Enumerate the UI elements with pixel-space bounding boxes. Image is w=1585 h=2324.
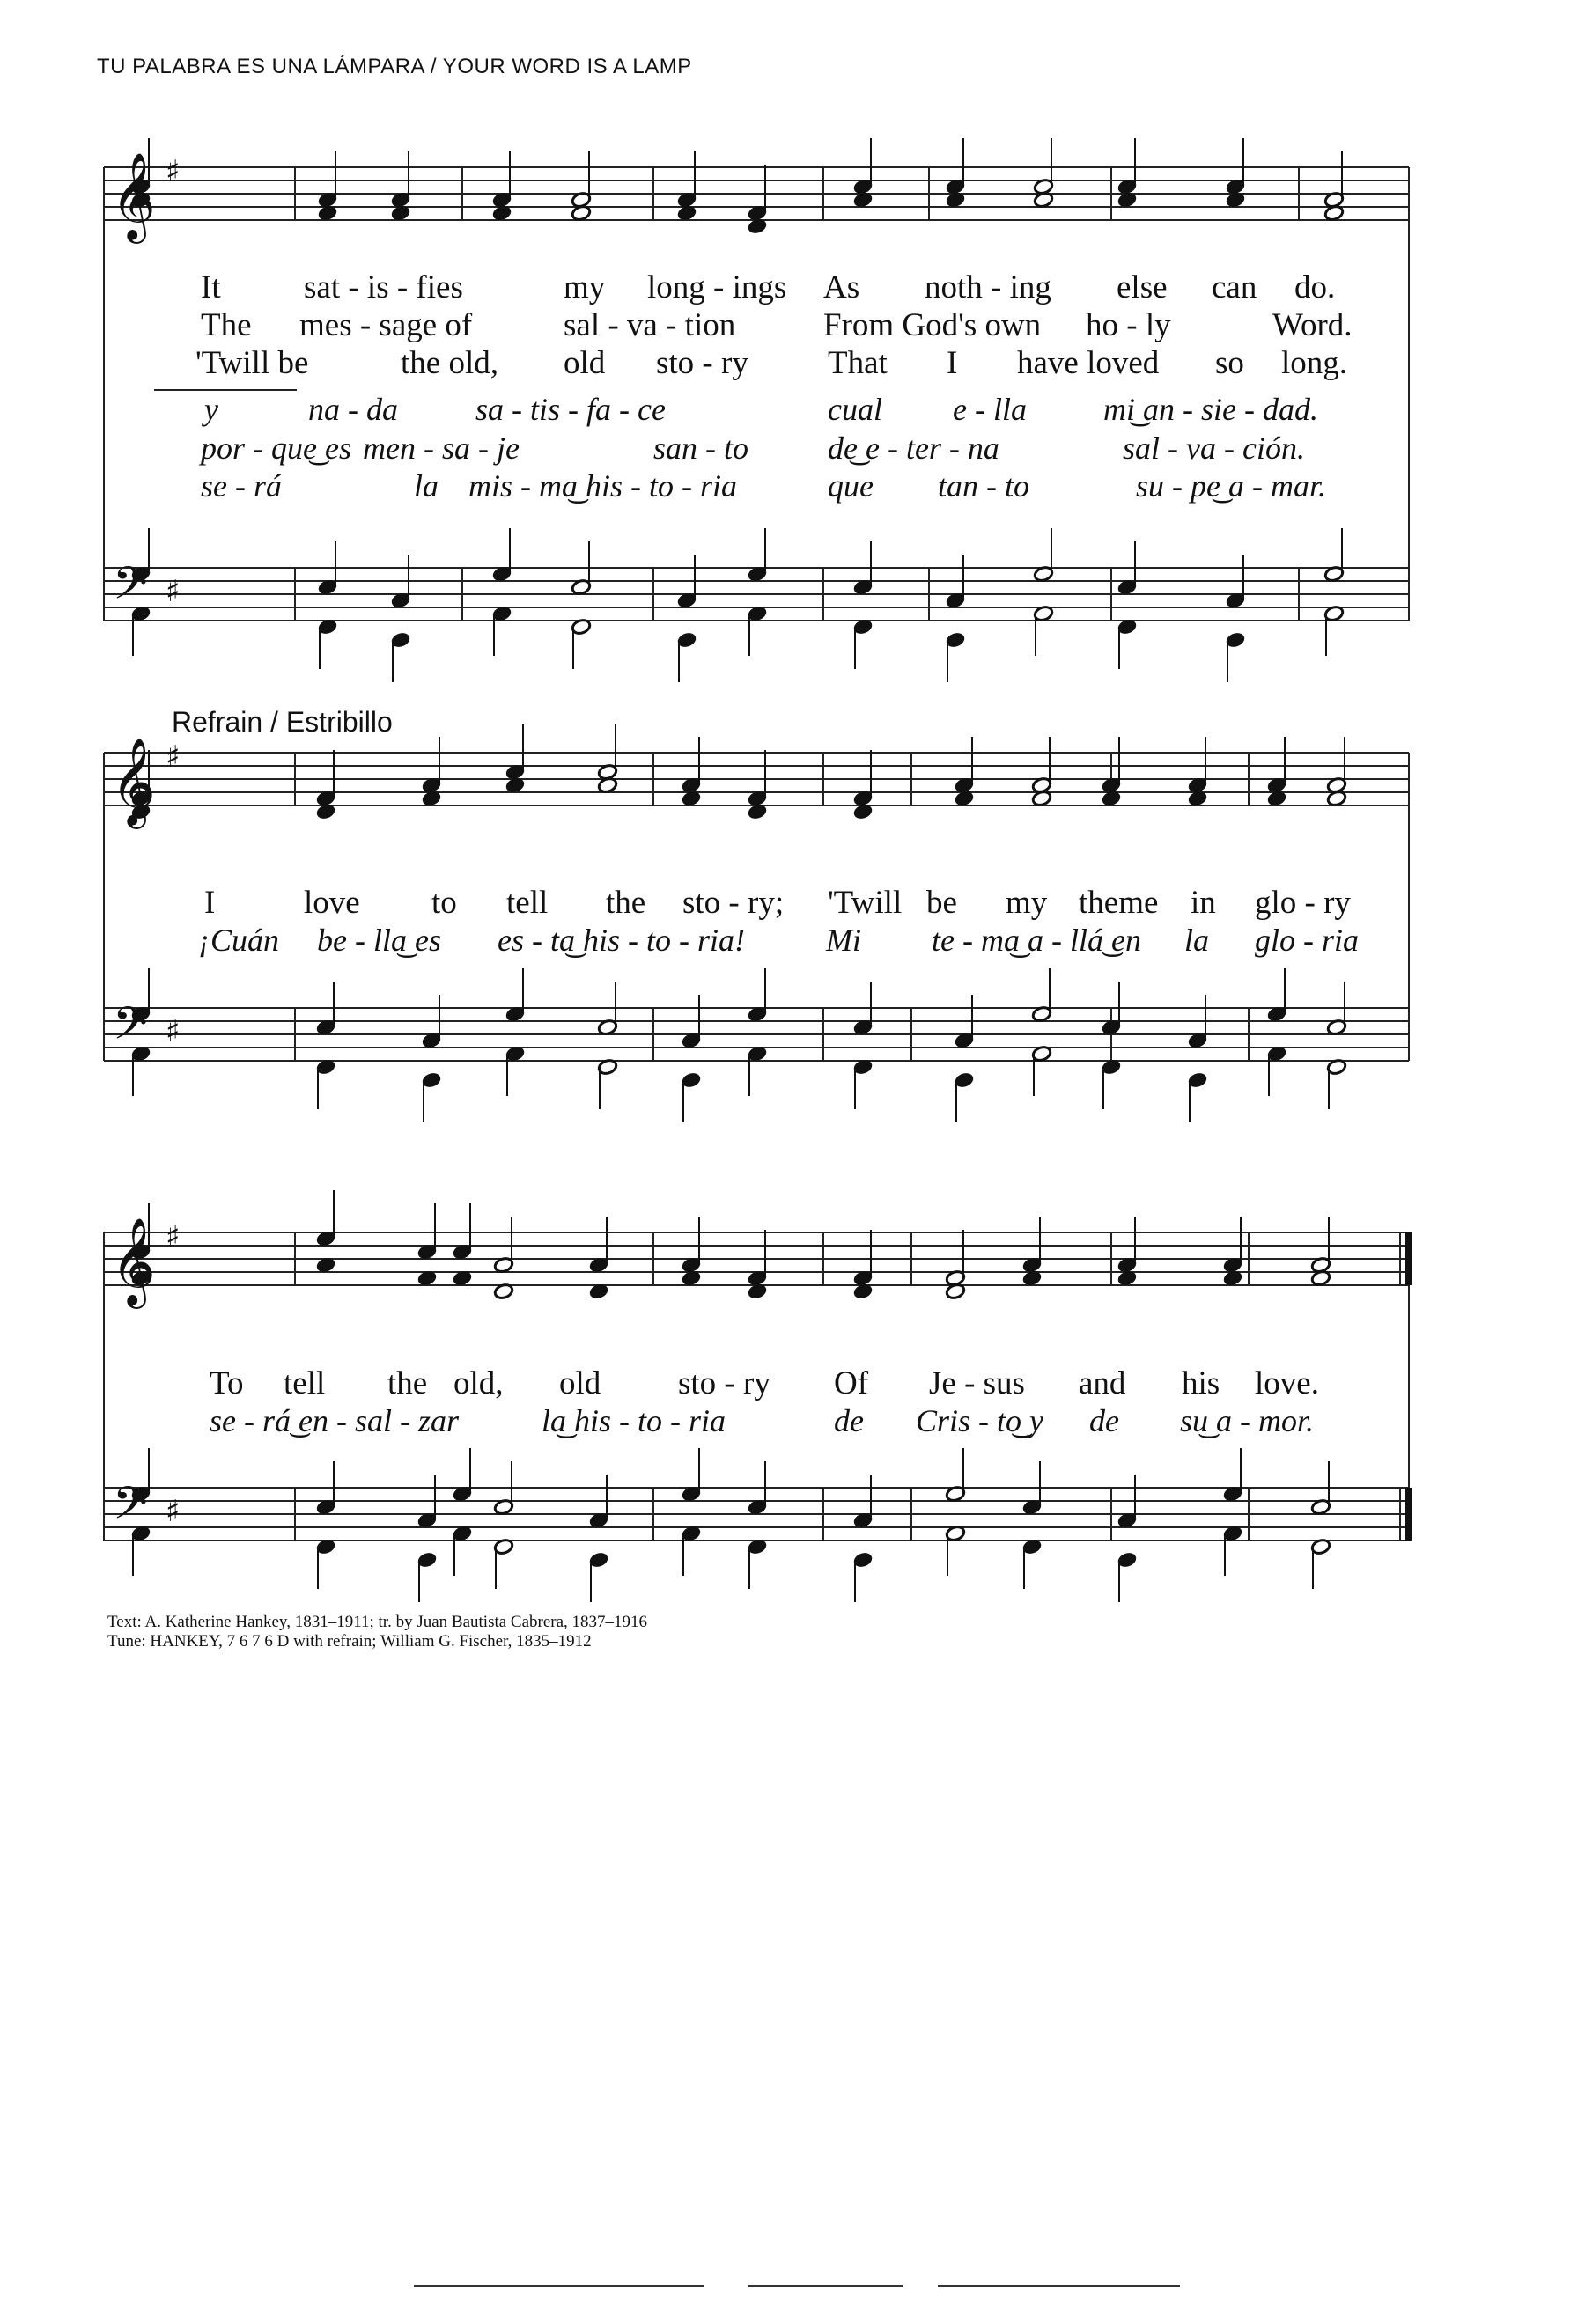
footer-rule <box>748 2285 903 2287</box>
lyric: old <box>559 1365 601 1401</box>
lyric: glo - ry <box>1255 885 1351 921</box>
lyric: se - rá <box>201 468 282 504</box>
lyric: sal - va - tion <box>564 307 736 343</box>
svg-text:𝄞: 𝄞 <box>111 1217 156 1305</box>
lyric: long - ings <box>647 269 787 305</box>
lyric: san - to <box>653 430 748 466</box>
lyric: sto - ry <box>656 345 748 381</box>
lyric: Je - sus <box>929 1365 1025 1401</box>
lyric: love. <box>1255 1365 1319 1401</box>
refrain-english <box>0 884 1585 923</box>
lyric: the <box>606 885 646 921</box>
lyric: su - pe͜ a - mar. <box>1136 468 1326 504</box>
lyric: As <box>823 269 860 305</box>
lyric: It <box>201 269 221 305</box>
lyric: my <box>564 269 606 305</box>
lyric: Of <box>834 1365 869 1401</box>
lyric: sto - ry; <box>682 885 785 921</box>
lyric: sto - ry <box>678 1365 770 1401</box>
verse-1-spanish <box>0 391 1585 430</box>
footer-rule <box>938 2285 1180 2287</box>
lyric: cual <box>828 392 882 427</box>
lyric: te - ma͜ a - llá͜ en <box>932 923 1141 958</box>
lyric: the <box>387 1365 428 1401</box>
lyric: I <box>947 345 958 381</box>
lyric: in <box>1191 885 1216 921</box>
lyric: por - que͜ es <box>201 430 351 466</box>
lyric: tell <box>506 885 549 921</box>
lyric: From God's own <box>823 307 1042 343</box>
lyric: Word. <box>1272 307 1353 343</box>
lyric: old <box>564 345 606 381</box>
lyric: de͜ e - ter - na <box>828 430 999 466</box>
lyric: The <box>201 307 252 343</box>
svg-text:𝄞: 𝄞 <box>111 152 156 240</box>
footer-rule <box>414 2285 704 2287</box>
lyric: theme <box>1079 885 1159 921</box>
lyric: na - da <box>308 392 398 427</box>
lyric: de <box>1089 1403 1119 1438</box>
lyric: mis - ma͜ his - to - ria <box>468 468 737 504</box>
lyric: the old, <box>401 345 498 381</box>
svg-text:♯: ♯ <box>166 154 181 189</box>
page-header: TU PALABRA ES UNA LÁMPARA / YOUR WORD IS A LAMP <box>97 55 692 78</box>
tune-credit: Tune: HANKEY, 7 6 7 6 D with refrain; William G. Fischer, 1835–1912 <box>107 1632 592 1651</box>
lyric: mes - sage of <box>299 307 473 343</box>
lyric: else <box>1117 269 1168 305</box>
lyric: men - sa - je <box>363 430 520 466</box>
lyric: glo - ria <box>1255 923 1360 958</box>
lyric: ¡Cuán <box>198 923 280 958</box>
lyric: his <box>1182 1365 1220 1401</box>
svg-text:♯: ♯ <box>166 739 181 775</box>
lyric: be <box>926 885 957 921</box>
lyric: es - ta͜ his - to - ria! <box>498 923 745 958</box>
final-spanish <box>0 1402 1585 1441</box>
lyric: love <box>304 885 360 921</box>
lyric: long. <box>1281 345 1348 381</box>
final-english <box>0 1364 1585 1403</box>
lyric: tan - to <box>938 468 1029 504</box>
lyric: ho - ly <box>1086 307 1171 343</box>
lyric: y <box>204 392 218 427</box>
lyric: noth - ing <box>925 269 1051 305</box>
lyric: to <box>431 885 457 921</box>
lyric: la <box>414 468 439 504</box>
svg-text:♯: ♯ <box>166 1014 181 1049</box>
lyric: 'Twill be <box>195 345 309 381</box>
svg-text:𝄞: 𝄞 <box>111 738 156 826</box>
lyric: be - lla͜ es <box>317 923 441 958</box>
lyric: e - lla <box>953 392 1027 427</box>
lyric: la͜ his - to - ria <box>542 1403 726 1438</box>
lyric: That <box>828 345 888 381</box>
svg-text:𝄢: 𝄢 <box>113 1476 148 1541</box>
lyric: Mi <box>826 923 861 958</box>
svg-text:𝄢: 𝄢 <box>113 997 148 1061</box>
refrain-label: Refrain / Estribillo <box>172 706 393 738</box>
lyric: my <box>1006 885 1048 921</box>
lyric: su͜ a - mor. <box>1180 1403 1315 1438</box>
lyric: sal - va - ción. <box>1123 430 1305 466</box>
verse-3-spanish <box>0 467 1585 506</box>
lyric: so <box>1215 345 1244 381</box>
lyric: Cris - to͜ y <box>916 1403 1044 1438</box>
text-credit: Text: A. Katherine Hankey, 1831–1911; tr. by Juan Bautista Cabrera, 1837–1916 <box>107 1613 648 1631</box>
svg-text:♯: ♯ <box>166 1494 181 1529</box>
lyric: have loved <box>1017 345 1160 381</box>
lyric: mi͜ an - sie - dad. <box>1103 392 1318 427</box>
lyric: I <box>204 885 216 921</box>
lyric: sat - is - fies <box>304 269 463 305</box>
lyric: old, <box>453 1365 504 1401</box>
verse-1-english <box>0 268 1585 307</box>
lyric: sa - tis - fa - ce <box>476 392 666 427</box>
lyric: la <box>1184 923 1210 958</box>
lyric: que <box>828 468 874 504</box>
lyric: can <box>1212 269 1257 305</box>
svg-text:♯: ♯ <box>166 1219 181 1254</box>
verse-3-english <box>0 344 1585 383</box>
lyric: do. <box>1294 269 1336 305</box>
lyric: 'Twill <box>828 885 903 921</box>
refrain-spanish <box>0 922 1585 960</box>
verse-2-english <box>0 306 1585 345</box>
lyric: To <box>210 1365 244 1401</box>
svg-text:𝄢: 𝄢 <box>113 556 148 621</box>
lyric: tell <box>284 1365 326 1401</box>
lyric: de <box>834 1403 864 1438</box>
credits <box>107 1613 647 1651</box>
lyric: se - rá͜ en - sal - zar <box>210 1403 459 1438</box>
verse-2-spanish <box>0 430 1585 468</box>
lyric: and <box>1079 1365 1126 1401</box>
svg-text:♯: ♯ <box>166 574 181 609</box>
